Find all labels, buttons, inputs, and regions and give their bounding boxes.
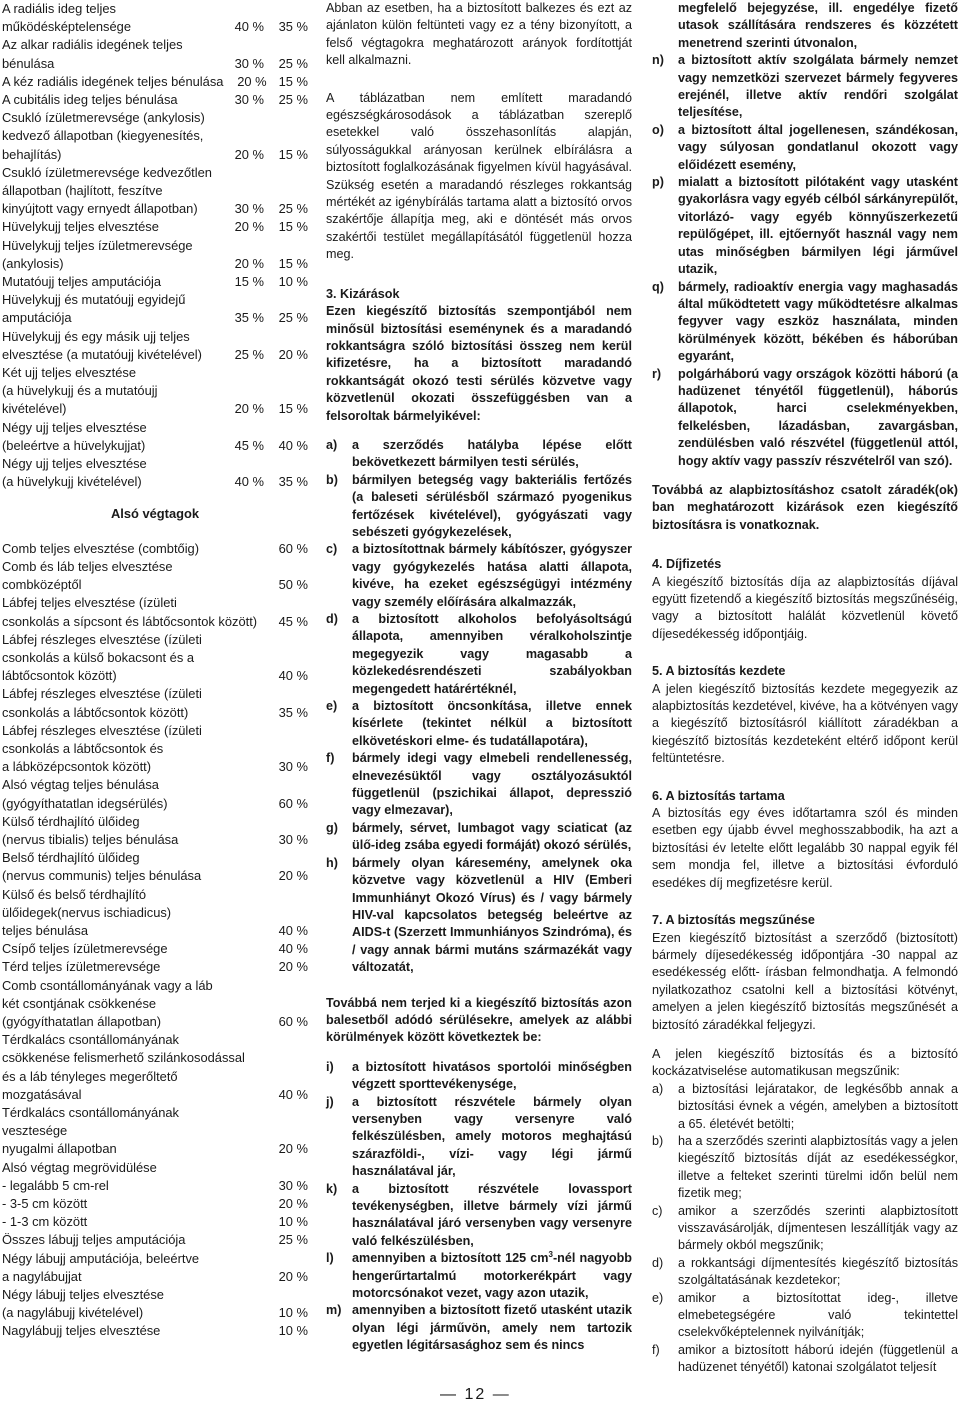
list-text: a biztosított részvétele lovassport tevékenységben, illetve bármely vízi jármű használatával járó versenyben vagy versenyre való felkészülésben, xyxy=(352,1181,632,1248)
value-right-arm: 20 % xyxy=(234,146,264,162)
list-marker: q) xyxy=(652,279,664,294)
exclusion-list-a-h xyxy=(326,437,632,977)
value-right-arm: 45 % xyxy=(234,437,264,453)
row-label-line: Hüvelykujj és egy másik ujj teljes xyxy=(2,328,190,344)
row-label-line: (nervus communis) teljes bénulása xyxy=(2,868,202,884)
value-left-arm: 20 % xyxy=(278,346,308,362)
rider-exclusions-paragraph: Továbbá az alapbiztosításhoz csatolt záradék(ok) ban meghatározott kizárások ezen kiegészítő biztosításra is vonatkoznak. xyxy=(652,482,958,532)
value-left-arm: 25 % xyxy=(278,310,308,326)
value-percent: 40 % xyxy=(278,941,308,957)
list-text: a biztosított alkoholos befolyásoltságú állapota, amennyiben véralkoholszintje megegyezik vagy magasabb a közlekedésrendészeti szabályokban megengedett határértéknél, xyxy=(352,612,632,696)
row-label-line: amputációja xyxy=(2,310,72,326)
row-label-line: csonkolás a lábtőcsontok között) xyxy=(2,704,189,720)
table-row xyxy=(2,1250,308,1286)
list-marker: a) xyxy=(652,1081,664,1096)
exclusions-column xyxy=(326,0,632,1355)
row-label-line: - 3-5 cm között xyxy=(2,1196,88,1211)
row-label xyxy=(2,977,248,1032)
table-row xyxy=(2,1031,308,1104)
value-left-arm: 25 % xyxy=(278,55,308,71)
list-text: a szerződés hatályba lépése előtt bekövetkezett bármilyen testi sérülés, xyxy=(352,437,632,470)
list-item xyxy=(326,698,632,750)
row-label xyxy=(2,1159,248,1177)
row-label-line: működésképtelensége xyxy=(2,19,131,35)
section-3-intro: Ezen kiegészítő biztosítás szempontjából nem minősül biztosítási eseménynek és a maradandó rokkantságra szóló biztosítási összeg nem kerül kifizetésre, ha a biztosított maradandó rokkantságát okozó testi sérülés közvetve vagy közvetlenül okozati összefüggésben van a felsoroltak bármelyikével: xyxy=(326,304,632,423)
row-label-line: A radiális ideg teljes xyxy=(2,1,116,16)
list-marker: e) xyxy=(652,1290,664,1305)
row-label-line: - 1-3 cm között xyxy=(2,1214,88,1230)
row-label-line: Összes lábujj teljes amputációja xyxy=(2,1232,186,1248)
row-label xyxy=(2,73,223,91)
value-left-arm: 25 % xyxy=(278,201,308,217)
row-label xyxy=(2,273,218,291)
row-label xyxy=(2,849,248,885)
section-7-text: Ezen kiegészítő biztosítást a szerződő (biztosított) bármely díjesedékesség időpontjára -30 nappal az esedékesség előtt- írásban felmondhatja. A felmondó nyilatkozathoz csatolni kell a biztosítási kötvényt, amelyen a jelen kiegészítő biztosítás megszűnését a biztosító záradékkal feljegyzi. xyxy=(652,930,958,1032)
list-marker: o) xyxy=(652,122,664,137)
upper-limb-table xyxy=(2,0,308,491)
list-marker: e) xyxy=(326,699,338,714)
list-text: a biztosított öncsonkítása, illetve ennek kísérlete (tekintet nélkül a biztosított elkövetéskori elme- és tudatállapotára), xyxy=(352,699,632,748)
table-row xyxy=(2,291,308,327)
row-label xyxy=(2,218,218,236)
further-exclusions-intro: Továbbá nem terjed ki a kiegészítő biztosítás azon balesetből adódó sérülésekre, amelyek az alábbi körülmények között következtek be: xyxy=(326,995,632,1045)
value-right-arm: 30 % xyxy=(234,201,264,217)
table-row xyxy=(2,1286,308,1322)
list-text: a biztosítási lejáratakor, de legkésőbb annak a biztosítási évnek a végén, amelyben a biztosított a 65. életévét betölti; xyxy=(678,1081,958,1131)
row-label-line: állapotban (hajlított, feszítve xyxy=(2,183,163,199)
row-label-line: mozgatásával xyxy=(2,1086,82,1102)
value-percent: 20 % xyxy=(278,868,308,884)
row-label-line: csökkenése felismerhető szilánkosodással xyxy=(2,1050,245,1066)
list-item xyxy=(326,750,632,820)
row-label-line: vesztesége xyxy=(2,1123,68,1139)
value-percent: 10 % xyxy=(278,1305,308,1321)
list-item xyxy=(326,855,632,977)
value-percent: 20 % xyxy=(278,1141,308,1157)
row-label-line: a nagylábujjat xyxy=(2,1268,82,1284)
list-marker: b) xyxy=(326,472,338,487)
list-text: amikor a biztosítottat ideg-, illetve elmebetegségére való tekintettel cselekvőképtelennek nyilvánítják; xyxy=(678,1290,958,1340)
row-label-line: Négy ujj teljes elvesztése xyxy=(2,456,147,472)
list-marker: i) xyxy=(326,1059,334,1074)
table-row xyxy=(2,455,308,491)
list-marker: m) xyxy=(326,1303,342,1318)
row-label-line: - legalább 5 cm-rel xyxy=(2,1177,109,1193)
section-6-title: 6. A biztosítás tartama xyxy=(652,788,785,803)
value-percent: 35 % xyxy=(278,704,308,720)
row-label xyxy=(2,558,248,594)
table-row xyxy=(2,109,308,164)
value-left-arm: 25 % xyxy=(278,92,308,108)
list-text: a biztosítottnak bármely kábítószer, gyógyszer vagy gyógykezelés hatása alatti állapota, kivéve, ha ezeket egészségügyi intézmény vagy személy előírására alkalmazzák, xyxy=(352,542,632,609)
list-item xyxy=(326,820,632,855)
list-item xyxy=(326,541,632,611)
row-label xyxy=(2,1286,248,1322)
table-row xyxy=(2,958,308,976)
list-marker: b) xyxy=(652,1133,664,1148)
value-left-arm: 15 % xyxy=(278,401,308,417)
row-label xyxy=(2,631,248,686)
row-label xyxy=(2,540,248,558)
row-label xyxy=(2,455,218,491)
section-5-text: A jelen kiegészítő biztosítás kezdete megegyezik az alapbiztosítás kezdetével, kivéve, ha a kötvényen vagy a kiegészítő biztosításról kiállított záradékban a kiegészítő biztosítás kezdeteként eltérő időpont kerül feltüntetésre. xyxy=(652,681,958,766)
row-label-line: lábtőcsontok között) xyxy=(2,668,117,684)
value-percent: 20 % xyxy=(278,1268,308,1284)
list-item xyxy=(326,611,632,698)
table-row xyxy=(2,813,308,849)
row-label xyxy=(2,164,218,219)
list-item-m-continued: megfelelő bejegyzése, ill. engedélye fizető utasok szállítására rendszeres és közzétett menetrend szerinti útvonalon, xyxy=(678,1,958,50)
table-row xyxy=(2,1159,308,1177)
row-label-line: Csukló ízületmerevsége kedvezőtlen xyxy=(2,164,212,180)
row-label-line: Hüvelykujj teljes elvesztése xyxy=(2,219,159,235)
value-left-arm: 35 % xyxy=(278,19,308,35)
list-item xyxy=(652,279,958,366)
list-item xyxy=(326,472,632,542)
section-4-text: A kiegészítő biztosítás díja az alapbiztosítás díjával együtt fizetendő a kiegészítő biztosítás megszűnéséig, vagy a biztosított halálát közvetlenül követő díjesedékesség időpontjáig. xyxy=(652,574,958,641)
value-right-arm: 20 % xyxy=(234,401,264,417)
list-item xyxy=(652,174,958,278)
row-label xyxy=(2,1213,248,1231)
table-row xyxy=(2,1231,308,1249)
row-label-line: bénulása xyxy=(2,55,55,71)
table-row xyxy=(2,886,308,941)
list-item xyxy=(326,437,632,472)
value-percent: 30 % xyxy=(278,759,308,775)
list-marker: d) xyxy=(326,612,338,626)
row-label-line: (gyógyíthatatlan idegsérülés) xyxy=(2,795,168,811)
row-label xyxy=(2,886,248,941)
list-marker: f) xyxy=(652,1342,660,1357)
row-label xyxy=(2,291,218,327)
row-label xyxy=(2,1104,248,1159)
row-label xyxy=(2,722,248,777)
row-label-line: (nervus tibialis) teljes bénulása xyxy=(2,831,179,847)
list-item xyxy=(652,1081,958,1133)
row-label-line: Külső és belső térdhajlító xyxy=(2,886,147,902)
row-label xyxy=(2,1177,248,1195)
row-label-line: kedvező állapotban (kiegyenesítés, xyxy=(2,128,204,144)
list-text: a biztosított részvétele bármely olyan versenyben vagy versenyre való felkészülésben, amely motoros meghajtású szárazföldi-, vízi- vagy légi jármű használatával jár, xyxy=(352,1094,632,1179)
row-label xyxy=(2,1031,248,1104)
page-number: — 12 — xyxy=(440,1386,511,1403)
row-label-line: (a nagylábujj kivételével) xyxy=(2,1305,144,1321)
row-label-line: Belső térdhajlító ülőideg xyxy=(2,850,140,866)
row-label-line: csonkolás a sípcsont és lábtőcsontok között) xyxy=(2,613,258,629)
row-label-line: (a hüvelykujj kivételével) xyxy=(2,474,142,490)
list-item xyxy=(326,1302,632,1354)
row-label-line: két csontjának csökkenése xyxy=(2,995,157,1011)
table-row xyxy=(2,36,308,72)
value-percent: 40 % xyxy=(278,668,308,684)
row-label-line: csonkolás a külső bokacsont és a xyxy=(2,649,195,665)
value-percent: 10 % xyxy=(278,1323,308,1339)
row-label-line: Térd teljes ízületmerevsége xyxy=(2,959,161,975)
list-text: bármely, radioaktív energia vagy maghasadás által működtetett vagy működtetésre alkalmas fegyver vagy eszköz használata, minden körülmények között, békében és háborúban egyaránt, xyxy=(678,279,958,364)
list-marker: g) xyxy=(326,820,338,835)
value-right-arm: 30 % xyxy=(234,92,264,108)
list-text: bármely, sérvet, lumbagot vagy sciaticat (az ülő-ideg zsába egyedi formáját) okozó sérülés, xyxy=(352,820,632,853)
unlisted-injuries-paragraph: A táblázatban nem említett maradandó egészségkárosodások a táblázatban szereplő esetekkel való összehasonlítás alapján, súlyosságukkal arányosan kerülnek elbírálásra a biztosított foglalkozásának figyelmen kívül hagyásával. Szükség esetén a maradandó részleges rokkantság mértékét az igénybírálás tartama alatt a biztosító orvos szakértője állapítja meg, aki e döntését más orvos szakértői testület megállapításától függetlenül hozza meg. xyxy=(326,90,632,262)
row-label-line: a lábközépcsontok között) xyxy=(2,759,152,775)
row-label-line: Négy ujj teljes elvesztése xyxy=(2,419,147,435)
list-item xyxy=(652,1255,958,1290)
list-item xyxy=(652,52,958,122)
table-row xyxy=(2,1322,308,1340)
value-percent: 10 % xyxy=(278,1214,308,1230)
exclusion-list-n-r xyxy=(652,52,958,470)
table-row xyxy=(2,1177,308,1195)
value-percent: 60 % xyxy=(278,1013,308,1029)
list-text: a biztosított aktív szolgálata bármely nemzet vagy nemzetközi szervezet bármely fegyveres erejénél, illetve aktív rendőri szolgálat teljesítése, xyxy=(678,53,958,120)
row-label-line: Négy lábujj teljes elvesztése xyxy=(2,1287,164,1303)
table-row xyxy=(2,73,308,91)
value-percent: 25 % xyxy=(278,1232,308,1248)
lower-limb-heading: Alsó végtagok xyxy=(110,506,200,522)
table-row xyxy=(2,940,308,958)
list-item xyxy=(326,1181,632,1251)
list-marker: c) xyxy=(326,542,338,557)
terms-column xyxy=(652,0,958,1377)
value-left-arm: 15 % xyxy=(278,146,308,162)
table-row xyxy=(2,419,308,455)
row-label-line: kinyújtott vagy ernyedt állapotban) xyxy=(2,201,198,217)
list-text: polgárháború vagy országok közötti háború (a hadüzenet tényétől függetlenül), háborús állapotok, harci cselekményekben, felkelésben, lázadásban, zavargásban, zendülésben való részvétel (függetlenül attól, hogy aktív vagy passzív részvételről van szó). xyxy=(678,366,958,468)
value-left-arm: 15 % xyxy=(278,73,308,89)
list-item xyxy=(652,366,958,470)
disability-table-column xyxy=(2,0,308,1341)
table-row xyxy=(2,540,308,558)
row-label xyxy=(2,594,257,630)
list-marker: d) xyxy=(652,1255,664,1270)
list-item xyxy=(326,1250,632,1302)
section-6-text: A biztosítás egy éves időtartamra szól és minden esetben egy újabb évvel meghosszabbodik, ha azt a biztosítási év letelte előtt legalább 30 nappal egyik fél sem mondja fel, illetve a biztosítási évforduló esedékes díj megfizetésre kerül. xyxy=(652,806,958,890)
row-label-line: A cubitális ideg teljes bénulása xyxy=(2,92,178,108)
row-label-line: Comb és láb teljes elvesztése xyxy=(2,558,173,574)
value-percent: 40 % xyxy=(278,1086,308,1102)
row-label-line: (gyógyíthatatlan állapotban) xyxy=(2,1013,162,1029)
row-label-line: behajlítás) xyxy=(2,146,62,162)
row-label xyxy=(2,1195,248,1213)
section-3-title: 3. Kizárások xyxy=(326,286,400,301)
list-item xyxy=(652,1133,958,1203)
row-label xyxy=(2,958,248,976)
table-row xyxy=(2,237,308,273)
value-right-arm: 20 % xyxy=(234,219,264,235)
row-label-line: Csípő teljes ízületmerevsége xyxy=(2,941,168,957)
table-row xyxy=(2,685,308,721)
list-item xyxy=(652,1203,958,1255)
row-label-line: Lábfej részleges elvesztése (ízületi xyxy=(2,722,202,738)
list-text: a biztosított hivatásos sportolói minőségben végzett sporttevékenysége, xyxy=(352,1059,632,1092)
row-label-line: csonkolás a lábtőcsontok és xyxy=(2,740,164,756)
list-text: ha a szerződés szerinti alapbiztosítás vagy a jelen kiegészítő biztosítás díját az esedékességkor, illetve a felteket szerinti türelmi időn belül nem fizetik meg; xyxy=(678,1133,959,1201)
row-label-line: Lábfej részleges elvesztése (ízületi xyxy=(2,686,202,702)
list-marker: f) xyxy=(326,751,335,766)
list-text-pre: amennyiben a biztosított 125 cm xyxy=(352,1251,549,1266)
list-marker: l) xyxy=(326,1251,334,1266)
section-7-title: 7. A biztosítás megszűnése xyxy=(652,913,815,928)
row-label-line: Külső térdhajlító ülőideg xyxy=(2,813,140,829)
list-marker: a) xyxy=(326,437,338,452)
row-label xyxy=(2,1250,248,1286)
row-label-line: Hüvelykujj teljes ízületmerevsége xyxy=(2,237,193,253)
row-label-line: (ankylosis) xyxy=(2,255,64,271)
value-right-arm: 20 % xyxy=(237,73,267,89)
table-row xyxy=(2,0,308,36)
row-label-line: Az alkar radiális idegének teljes xyxy=(2,37,183,53)
list-item xyxy=(326,1094,632,1181)
list-marker: h) xyxy=(326,855,338,870)
section-4-title: 4. Díjfizetés xyxy=(652,557,722,572)
list-item xyxy=(326,1059,632,1094)
lower-limb-table xyxy=(2,540,308,1341)
row-label-line: Két ujj teljes elvesztése xyxy=(2,365,136,381)
value-right-arm: 35 % xyxy=(234,310,264,326)
table-row xyxy=(2,273,308,291)
table-row xyxy=(2,849,308,885)
row-label-line: combközéptől xyxy=(2,577,82,593)
value-percent: 30 % xyxy=(278,1177,308,1193)
left-handed-paragraph: Abban az esetben, ha a biztosított balkezes és ezt az ajánlaton külön feltünteti vagy ez a tény bizonyított, a felső végtagokra meghatározott arányok fordítottját kell alkalmazni. xyxy=(326,1,632,68)
value-left-arm: 35 % xyxy=(278,474,308,490)
list-text: bármely idegi vagy elmebeli rendellenesség, elnevezésüktől vagy osztályozásuktól függetlenül (pszichikai állapot, depresszió vagy elmezavar), xyxy=(352,751,632,818)
list-text xyxy=(352,1250,632,1302)
table-row xyxy=(2,1213,308,1231)
row-label-line: Alsó végtag teljes bénulása xyxy=(2,777,159,793)
row-label-line: Térdkalács csontállományának xyxy=(2,1032,179,1048)
value-percent: 20 % xyxy=(278,1196,308,1211)
row-label-line: Mutatóujj teljes amputációja xyxy=(2,274,162,290)
list-marker: j) xyxy=(326,1094,334,1109)
row-label-line: Nagylábujj teljes elvesztése xyxy=(2,1323,161,1339)
list-text: bármely olyan káresemény, amelynek oka közvetve vagy közvetlenül a HIV (Emberi Immunhiányt Okozó Vírus) és / vagy bármely HIV-val kapcsolatos betegség beleértve az AIDS-t (Szerzett Immunhiányos Szindróma), és / vagy annak bármi mutáns származékát vagy változatát, xyxy=(352,855,632,975)
section-7-termination-intro: A jelen kiegészítő biztosítás és a biztosító kockázatviselése automatikusan megszűnik: xyxy=(652,1046,958,1079)
row-label xyxy=(2,91,218,109)
table-row xyxy=(2,594,308,630)
table-row xyxy=(2,328,308,364)
row-label-line: Csukló ízületmerevsége (ankylosis) xyxy=(2,110,205,126)
list-text: amikor a szerződés szerinti alapbiztosított visszavásárolják, díjmentesen leszállítják vagy az bármely okból megszűnik; xyxy=(678,1203,958,1253)
table-row xyxy=(2,558,308,594)
row-label-line: A kéz radiális idegének teljes bénulása xyxy=(2,73,224,89)
value-percent: 30 % xyxy=(278,831,308,847)
table-row xyxy=(2,364,308,419)
value-right-arm: 40 % xyxy=(234,474,264,490)
list-marker: n) xyxy=(652,53,664,68)
list-marker: r) xyxy=(652,366,662,381)
row-label-line: nyugalmi állapotban xyxy=(2,1141,117,1157)
row-label xyxy=(2,1322,248,1340)
value-percent: 45 % xyxy=(278,613,308,629)
row-label xyxy=(2,237,218,273)
row-label xyxy=(2,109,218,164)
table-row xyxy=(2,1195,308,1213)
exclusion-list-i-m xyxy=(326,1059,632,1355)
row-label-line: Négy lábujj amputációja, beleértve xyxy=(2,1250,200,1266)
list-text: a rokkantsági díjmentesítés kiegészítő biztosítás szolgáltatásának kezdetekor; xyxy=(678,1255,958,1288)
row-label-line: Comb csontállományának vagy a láb xyxy=(2,977,213,993)
list-text: amennyiben a biztosított fizető utasként utazik olyan légi járművön, amely nem tartozik egyetlen légitársasághoz sem és nincs xyxy=(352,1303,632,1353)
value-percent: 20 % xyxy=(278,959,308,975)
list-marker: c) xyxy=(652,1203,663,1218)
table-row xyxy=(2,91,308,109)
list-text: a biztosított által jogellenesen, szándékosan, vagy súlyosan gondatlanul okozott vagy előidézett esemény, xyxy=(678,122,958,172)
row-label-line: ülőidegek(nervus ischiadicus) xyxy=(2,904,172,920)
row-label-line: Comb teljes elvesztése (combtőig) xyxy=(2,540,200,556)
row-label-line: Hüvelykujj és mutatóujj egyidejű xyxy=(2,292,186,308)
row-label-line: (beleértve a hüvelykujjat) xyxy=(2,437,146,453)
table-row xyxy=(2,631,308,686)
table-row xyxy=(2,776,308,812)
row-label xyxy=(2,685,248,721)
superscript: 3 xyxy=(548,1250,553,1260)
row-label-line: (a hüvelykujj és a mutatóujj xyxy=(2,383,158,399)
row-label xyxy=(2,813,248,849)
value-percent: 60 % xyxy=(278,795,308,811)
row-label-line: elvesztése (a mutatóujj kivételével) xyxy=(2,346,202,362)
value-left-arm: 40 % xyxy=(278,437,308,453)
value-right-arm: 30 % xyxy=(234,55,264,71)
value-percent: 40 % xyxy=(278,922,308,938)
table-row xyxy=(2,977,308,1032)
row-label xyxy=(2,1231,248,1249)
row-label xyxy=(2,776,248,812)
value-left-arm: 15 % xyxy=(278,219,308,235)
row-label-line: Lábfej részleges elvesztése (ízületi xyxy=(2,631,202,647)
section-5-title: 5. A biztosítás kezdete xyxy=(652,664,786,679)
row-label xyxy=(2,0,218,36)
row-label-line: Alsó végtag megrövidülése xyxy=(2,1159,157,1175)
list-text: mialatt a biztosított pilótaként vagy utasként gyakorlásra vagy egyéb célból sárkányrepülőt, vitorlázó- vagy egyéb könnyűszerkezetű repülőgépet, ill. ejtőernyőt használ vagy nem utas minőségben bármilyen légi járművel utazik, xyxy=(678,175,958,277)
value-right-arm: 40 % xyxy=(234,19,264,35)
row-label xyxy=(2,328,218,364)
row-label-line: Lábfej teljes elvesztése (ízületi xyxy=(2,595,177,611)
row-label xyxy=(2,419,218,455)
table-row xyxy=(2,218,308,236)
row-label xyxy=(2,364,218,419)
list-item xyxy=(652,1290,958,1342)
value-left-arm: 10 % xyxy=(278,274,308,290)
row-label-line: teljes bénulása xyxy=(2,922,88,938)
table-row xyxy=(2,1104,308,1159)
table-row xyxy=(2,164,308,219)
value-percent: 60 % xyxy=(278,540,308,556)
termination-list xyxy=(652,1081,958,1377)
list-item xyxy=(652,122,958,174)
row-label-line: és a láb tényleges megerőltető xyxy=(2,1068,178,1084)
value-percent: 50 % xyxy=(278,577,308,593)
list-item xyxy=(652,1342,958,1377)
list-text: amikor a biztosított háború idején (függetlenül a hadüzenet tényétől) katonai szolgálatot teljesít xyxy=(678,1342,958,1375)
row-label xyxy=(2,940,248,958)
value-right-arm: 20 % xyxy=(234,255,264,271)
row-label xyxy=(2,36,218,72)
list-marker: p) xyxy=(652,175,664,190)
list-marker: k) xyxy=(326,1181,338,1196)
row-label-line: kivételével) xyxy=(2,401,67,417)
value-left-arm: 15 % xyxy=(278,255,308,271)
table-row xyxy=(2,722,308,777)
value-right-arm: 15 % xyxy=(234,274,264,290)
list-text: bármilyen betegség vagy bakteriális fertőzés (a baleseti sérülésből származó pyogenikus fertőzések kivételével), gyógyászati vagy sebészeti gyógykezelések, xyxy=(352,472,632,539)
list-text-post: -nél nagyobb hengerűrtartalmú motorkerékpárt vagy motorcsónakot vezet, vagy azon utazik, xyxy=(352,1251,632,1301)
row-label-line: Térdkalács csontállományának xyxy=(2,1104,179,1120)
value-right-arm: 25 % xyxy=(234,346,264,362)
